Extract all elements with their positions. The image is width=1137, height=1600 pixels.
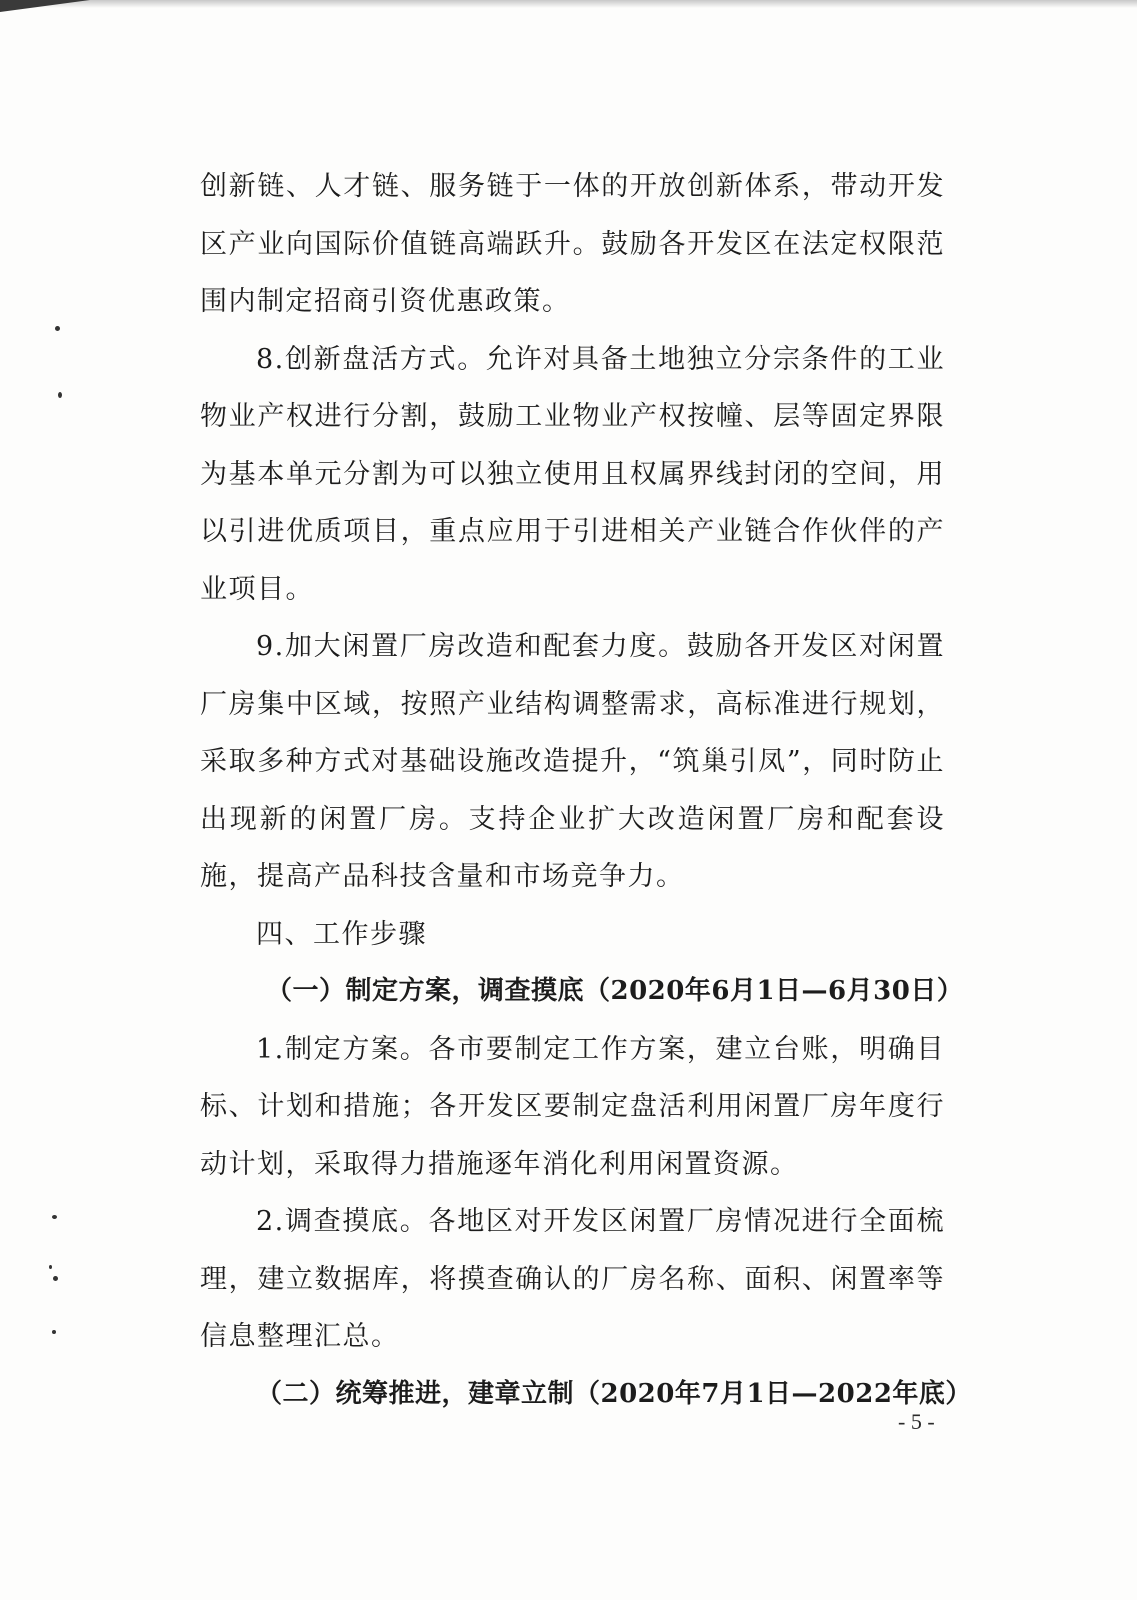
scan-speck [52, 1215, 57, 1219]
scan-speck [55, 326, 60, 331]
subsection-heading-2: （二）统筹推进，建章立制（2020年7月1日—2022年底） [256, 1378, 972, 1409]
subsection-heading-1: （一）制定方案，调查摸底（2020年6月1日—6月30日） [266, 976, 964, 1006]
scan-shadow [0, 0, 1137, 8]
scan-speck [53, 1276, 58, 1281]
section-heading: 四、工作步骤 [256, 918, 427, 950]
page-number: - 5 - [898, 1409, 935, 1434]
scan-speck [52, 1330, 56, 1334]
document-body [200, 158, 972, 1423]
scan-speck [49, 1265, 52, 1269]
paragraph-continuation: 创新链、人才链、服务链于一体的开放创新体系，带动开发区产业向国际价值链高端跃升。鼓励各开发区在法定权限范围内制定招商引资优惠政策。 [200, 171, 945, 317]
paragraph-item-8: 8.创新盘活方式。允许对具备土地独立分宗条件的工业物业产权进行分割，鼓励工业物业产权按幢、层等固定界限为基本单元分割为可以独立使用且权属界线封闭的空间，用以引进优质项目，重点应用于引进相关产业链合作伙伴的产业项目。 [200, 343, 945, 605]
paragraph-item-9: 9.加大闲置厂房改造和配套力度。鼓励各开发区对闲置厂房集中区域，按照产业结构调整需求，高标准进行规划，采取多种方式对基础设施改造提升，“筑巢引凤”，同时防止出现新的闲置厂房。支持企业扩大改造闲置厂房和配套设施，提高产品科技含量和市场竞争力。 [200, 631, 945, 892]
paragraph-step-2: 2.调查摸底。各地区对开发区闲置厂房情况进行全面梳理，建立数据库，将摸查确认的厂房名称、面积、闲置率等信息整理汇总。 [200, 1206, 945, 1352]
paragraph-step-1: 1.制定方案。各市要制定工作方案，建立台账，明确目标、计划和措施；各开发区要制定盘活利用闲置厂房年度行动计划，采取得力措施逐年消化利用闲置资源。 [200, 1033, 945, 1180]
scan-speck [58, 392, 62, 398]
